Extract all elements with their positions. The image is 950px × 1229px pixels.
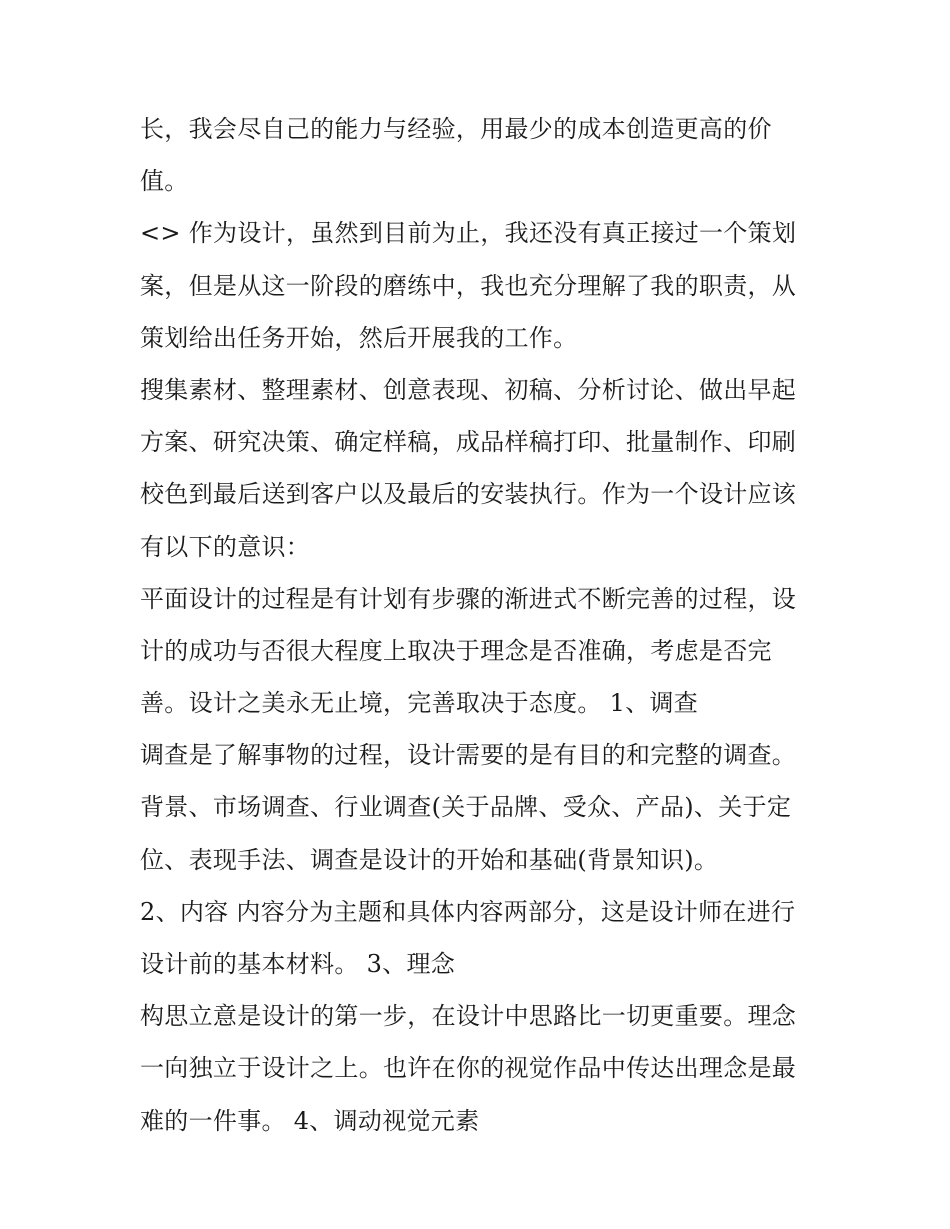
text-line: 难的一件事。 4、调动视觉元素 bbox=[140, 1106, 480, 1135]
text-line: 构思立意是设计的第一步，在设计中思路比一切更重要。理念 bbox=[140, 1002, 797, 1031]
document-body bbox=[140, 103, 820, 1147]
text-line: 2、内容 内容分为主题和具体内容两部分，这是设计师在进行 bbox=[140, 897, 796, 926]
text-line: 调查是了解事物的过程，设计需要的是有目的和完整的调查。 bbox=[140, 741, 797, 770]
text-line: 有以下的意识： bbox=[140, 532, 311, 561]
text-line: 平面设计的过程是有计划有步骤的渐进式不断完善的过程，设 bbox=[140, 584, 797, 613]
text-line: 位、表现手法、调查是设计的开始和基础(背景知识)。 bbox=[140, 845, 719, 874]
text-line: 善。设计之美永无止境，完善取决于态度。 1、调查 bbox=[140, 689, 699, 718]
text-line: 搜集素材、整理素材、创意表现、初稿、分析讨论、做出早起 bbox=[140, 375, 797, 404]
text-line: 案，但是从这一阶段的磨练中，我也充分理解了我的职责，从 bbox=[140, 271, 797, 300]
text-line: 校色到最后送到客户以及最后的安装执行。作为一个设计应该 bbox=[140, 480, 797, 509]
text-line: 计的成功与否很大程度上取决于理念是否准确，考虑是否完 bbox=[140, 636, 772, 665]
text-line: 值。 bbox=[140, 167, 189, 196]
text-line: <> 作为设计，虽然到目前为止，我还没有真正接过一个策划 bbox=[140, 219, 797, 248]
text-line: 一向独立于设计之上。也许在你的视觉作品中传达出理念是最 bbox=[140, 1054, 797, 1083]
text-line: 设计前的基本材料。 3、理念 bbox=[140, 950, 456, 978]
text-line: 背景、市场调查、行业调查(关于品牌、受众、产品)、关于定 bbox=[140, 793, 792, 822]
text-line: 长，我会尽自己的能力与经验，用最少的成本创造更高的价 bbox=[140, 115, 772, 143]
text-line: 方案、研究决策、确定样稿，成品样稿打印、批量制作、印刷 bbox=[140, 428, 797, 457]
text-line: 策划给出任务开始，然后开展我的工作。 bbox=[140, 323, 578, 352]
